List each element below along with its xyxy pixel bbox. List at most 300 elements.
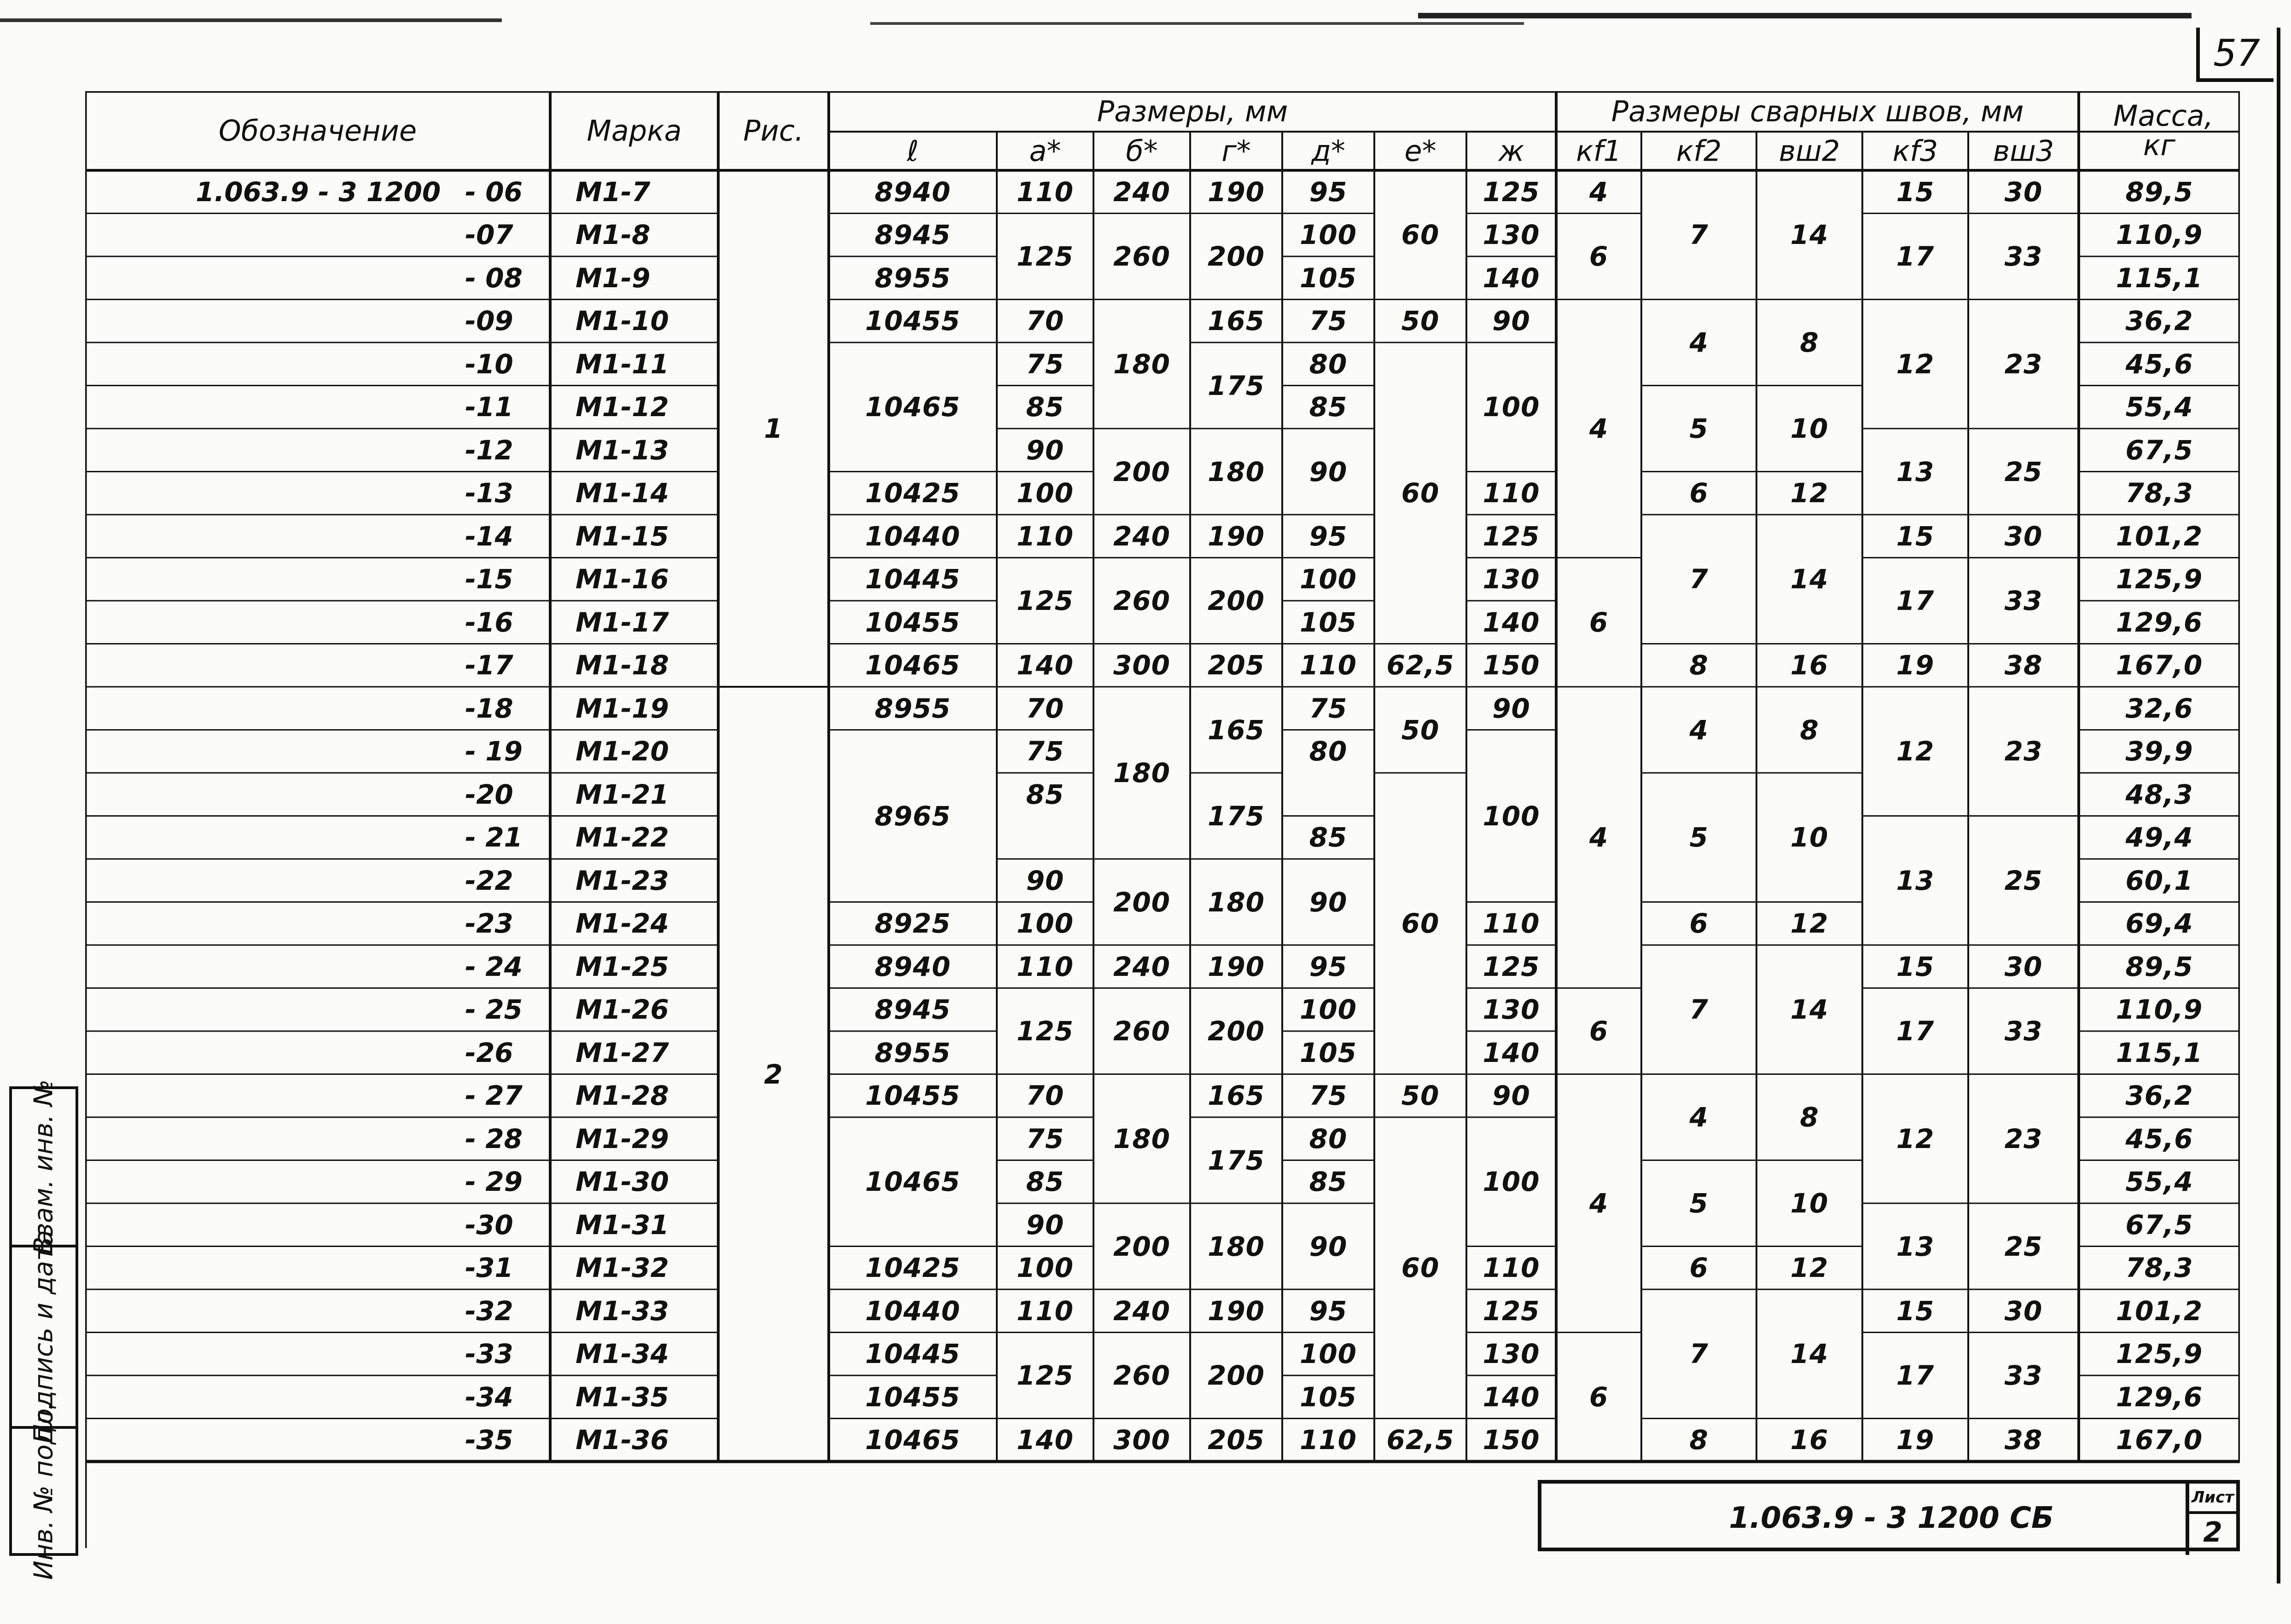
cell-d: 110 — [1299, 1424, 1357, 1456]
cell-zh: 150 — [1483, 650, 1540, 681]
cell-mass: 39,9 — [2125, 736, 2193, 767]
cell-bsh3: 38 — [2004, 1424, 2043, 1456]
row-suffix: -35 — [465, 1424, 513, 1456]
merged-cell-bsh2: 14 — [1790, 994, 1829, 1026]
merged-cell-e: 50 — [1401, 714, 1440, 746]
merged-cell-g: 180 — [1207, 886, 1265, 918]
cell-zh: 90 — [1492, 305, 1530, 337]
cell-mass: 78,3 — [2125, 1252, 2193, 1284]
merged-cell-kf3: 12 — [1896, 348, 1935, 380]
merged-cell-b: 180 — [1113, 757, 1171, 789]
cell-kf2: 8 — [1689, 650, 1709, 681]
cell-l: 8955 — [874, 1037, 951, 1068]
merged-cell-bsh2: 14 — [1790, 219, 1829, 251]
row-suffix: - 28 — [465, 1123, 523, 1154]
merged-cell-kf3: 13 — [1896, 864, 1935, 896]
cell-a: 100 — [1016, 477, 1074, 509]
cell-zh: 140 — [1483, 606, 1540, 638]
row-suffix: - 25 — [465, 994, 523, 1026]
merged-cell-kf3: 17 — [1896, 585, 1935, 616]
row-mark: М1-7 — [576, 176, 651, 208]
row-mark: М1-10 — [576, 305, 669, 337]
cell-a: 90 — [1026, 864, 1064, 896]
row-suffix: -20 — [465, 778, 513, 810]
cell-zh: 125 — [1483, 176, 1540, 208]
cell-mass: 55,4 — [2125, 1166, 2193, 1198]
cell-d: 85 — [1309, 1166, 1348, 1198]
cell-bsh2: 12 — [1790, 1252, 1829, 1284]
cell-d: 75 — [1309, 305, 1348, 337]
cell-g: 165 — [1207, 305, 1265, 337]
header-dimensions: Размеры, мм — [1097, 94, 1288, 128]
cell-d: 80 — [1309, 348, 1348, 380]
merged-cell-d: 90 — [1309, 886, 1348, 918]
row-mark: М1-20 — [576, 736, 669, 767]
cell-l: 8945 — [874, 219, 951, 251]
cell-bsh3: 30 — [2004, 1295, 2043, 1327]
cell-zh: 110 — [1483, 908, 1540, 940]
cell-l: 10455 — [865, 305, 960, 337]
side-cell-sign-date — [9, 1230, 78, 1444]
merged-cell-a: 125 — [1016, 1015, 1074, 1047]
row-suffix: -17 — [465, 650, 513, 681]
cell-mass: 49,4 — [2125, 822, 2193, 853]
cell-l: 8945 — [874, 994, 951, 1026]
row-suffix: - 27 — [465, 1080, 523, 1112]
cell-a: 85 — [1026, 1166, 1064, 1198]
row-suffix: - 06 — [465, 176, 523, 208]
cell-kf2: 6 — [1689, 1252, 1709, 1284]
merged-cell-e: 60 — [1401, 1252, 1440, 1284]
cell-a: 140 — [1016, 650, 1074, 681]
cell-bsh3: 30 — [2004, 520, 2043, 552]
cell-zh: 110 — [1483, 477, 1540, 509]
cell-mass: 89,5 — [2125, 176, 2193, 208]
cell-d: 105 — [1299, 1037, 1357, 1068]
merged-cell-bsh3: 33 — [2004, 1360, 2043, 1391]
row-mark: М1-27 — [576, 1037, 669, 1068]
merged-cell-kf2: 4 — [1689, 327, 1709, 358]
header-kf2: кf2 — [1676, 134, 1722, 168]
merged-cell-d: 90 — [1309, 1230, 1348, 1262]
merged-cell-g: 175 — [1207, 800, 1265, 832]
merged-cell-kf3: 12 — [1896, 1123, 1935, 1154]
row-mark: М1-9 — [576, 262, 651, 294]
cell-g: 190 — [1207, 951, 1265, 982]
header-d: д* — [1311, 134, 1345, 168]
cell-b: 240 — [1113, 1295, 1171, 1327]
cell-e: 50 — [1401, 305, 1440, 337]
cell-b: 240 — [1113, 176, 1171, 208]
row-mark: М1-17 — [576, 606, 669, 638]
cell-zh: 130 — [1483, 994, 1540, 1026]
merged-cell-bsh3: 23 — [2004, 736, 2043, 767]
cell-kf3: 19 — [1896, 1424, 1935, 1456]
cell-zh: 140 — [1483, 1381, 1540, 1413]
merged-cell-kf1: 6 — [1589, 241, 1609, 272]
cell-l: 10445 — [865, 563, 960, 595]
cell-a: 100 — [1016, 1252, 1074, 1284]
merged-cell-kf2: 7 — [1689, 563, 1709, 595]
header-g: г* — [1221, 134, 1251, 168]
side-cell-inv-orig — [9, 1402, 78, 1580]
row-mark: М1-11 — [576, 348, 669, 380]
merged-cell-bsh2: 10 — [1790, 1188, 1829, 1219]
cell-kf2: 6 — [1689, 477, 1709, 509]
merged-cell-kf1: 6 — [1589, 1381, 1609, 1413]
cell-kf3: 15 — [1896, 520, 1935, 552]
merged-cell-l: 10465 — [865, 1166, 960, 1198]
row-suffix: - 29 — [465, 1166, 523, 1198]
cell-e: 50 — [1401, 1080, 1440, 1112]
cell-kf2: 6 — [1689, 908, 1709, 940]
side-stamp — [9, 1079, 85, 1580]
cell-mass: 67,5 — [2125, 434, 2193, 466]
cell-d: 105 — [1299, 262, 1357, 294]
cell-a: 70 — [1026, 692, 1064, 724]
header-kf1: кf1 — [1576, 134, 1622, 168]
merged-cell-bsh2: 14 — [1790, 1338, 1829, 1370]
cell-l: 10455 — [865, 1080, 960, 1112]
row-suffix: - 24 — [465, 951, 523, 982]
cell-d: 80 — [1309, 1123, 1348, 1154]
row-mark: М1-25 — [576, 951, 669, 982]
merged-cell-b: 260 — [1113, 241, 1171, 272]
cell-l: 10465 — [865, 650, 960, 681]
cell-mass: 167,0 — [2116, 1424, 2203, 1456]
cell-l: 8940 — [874, 176, 951, 208]
sheet-box — [2186, 1484, 2236, 1555]
merged-cell-g: 175 — [1207, 370, 1265, 401]
cell-d: 80 — [1309, 736, 1348, 767]
row-suffix: -14 — [465, 520, 513, 552]
cell-kf2: 8 — [1689, 1424, 1709, 1456]
merged-cell-bsh3: 25 — [2004, 1230, 2043, 1262]
merged-cell-kf3: 13 — [1896, 456, 1935, 487]
row-suffix: -09 — [465, 305, 513, 337]
merged-cell-kf3: 13 — [1896, 1230, 1935, 1262]
figure-1: 1 — [764, 413, 783, 444]
cell-d: 95 — [1309, 520, 1348, 552]
row-suffix: -18 — [465, 692, 513, 724]
side-label-replace-inv: Взам. инв. № — [29, 1079, 59, 1255]
row-mark: М1-35 — [576, 1381, 669, 1413]
cell-kf3: 15 — [1896, 951, 1935, 982]
cell-zh: 125 — [1483, 951, 1540, 982]
merged-cell-kf2: 7 — [1689, 994, 1709, 1026]
header-zh: ж — [1498, 134, 1524, 168]
header-mark: Марка — [587, 114, 682, 148]
row-mark: М1-33 — [576, 1295, 669, 1327]
cell-l: 10455 — [865, 606, 960, 638]
cell-bsh2: 12 — [1790, 477, 1829, 509]
cell-l: 10440 — [865, 1295, 960, 1327]
cell-kf1: 4 — [1589, 176, 1609, 208]
merged-cell-kf3: 12 — [1896, 736, 1935, 767]
cell-bsh3: 30 — [2004, 176, 2043, 208]
cell-zh: 150 — [1483, 1424, 1540, 1456]
row-suffix: -10 — [465, 348, 513, 380]
cell-mass: 36,2 — [2125, 1080, 2193, 1112]
cell-a: 75 — [1026, 1123, 1064, 1154]
merged-cell-b: 200 — [1113, 1230, 1171, 1262]
merged-cell-kf2: 7 — [1689, 219, 1709, 251]
merged-cell-kf2: 5 — [1689, 1188, 1709, 1219]
header-a: а* — [1029, 134, 1061, 168]
title-stamp — [1538, 1480, 2240, 1551]
row-mark: М1-31 — [576, 1209, 669, 1241]
merged-cell-bsh3: 23 — [2004, 1123, 2043, 1154]
side-label-sign-date: Подпись и дата — [29, 1230, 59, 1444]
cell-zh: 130 — [1483, 219, 1540, 251]
cell-a: 90 — [1026, 434, 1064, 466]
header-weld-sizes: Размеры сварных швов, мм — [1611, 94, 2024, 128]
row-mark: М1-34 — [576, 1338, 669, 1370]
merged-cell-e: 60 — [1401, 477, 1440, 509]
merged-cell-b: 260 — [1113, 1015, 1171, 1047]
merged-cell-zh: 100 — [1483, 800, 1540, 832]
row-suffix: - 19 — [465, 736, 523, 767]
merged-cell-bsh2: 8 — [1800, 1102, 1819, 1133]
cell-mass: 45,6 — [2125, 348, 2193, 380]
cell-bsh2: 12 — [1790, 908, 1829, 940]
designation-code: 1.063.9 - 3 1200 — [196, 176, 441, 208]
row-suffix: -33 — [465, 1338, 513, 1370]
header-designation: Обозначение — [218, 114, 417, 148]
cell-d: 75 — [1309, 692, 1348, 724]
cell-d: 95 — [1309, 176, 1348, 208]
cell-mass: 32,6 — [2125, 692, 2193, 724]
row-mark: М1-21 — [576, 778, 669, 810]
cell-mass: 89,5 — [2125, 951, 2193, 982]
row-suffix: -31 — [465, 1252, 513, 1284]
header-b: б* — [1126, 134, 1158, 168]
top-edge-line — [0, 18, 502, 22]
right-border-line — [2277, 28, 2280, 1583]
cell-d: 100 — [1299, 994, 1357, 1026]
merged-cell-bsh2: 8 — [1800, 327, 1819, 358]
cell-a: 110 — [1016, 176, 1074, 208]
row-suffix: -22 — [465, 864, 513, 896]
cell-mass: 129,6 — [2116, 606, 2203, 638]
merged-cell-g: 175 — [1207, 1144, 1265, 1176]
merged-cell-kf2: 5 — [1689, 413, 1709, 444]
cell-b: 240 — [1113, 520, 1171, 552]
row-mark: М1-13 — [576, 434, 669, 466]
cell-bsh3: 38 — [2004, 650, 2043, 681]
cell-d: 105 — [1299, 1381, 1357, 1413]
merged-cell-bsh3: 33 — [2004, 241, 2043, 272]
cell-a: 110 — [1016, 520, 1074, 552]
row-suffix: -11 — [465, 391, 513, 423]
cell-d: 105 — [1299, 606, 1357, 638]
cell-zh: 110 — [1483, 1252, 1540, 1284]
cell-mass: 60,1 — [2125, 864, 2193, 896]
cell-mass: 101,2 — [2116, 520, 2203, 552]
cell-a: 110 — [1016, 951, 1074, 982]
cell-bsh2: 16 — [1790, 1424, 1829, 1456]
cell-l: 8925 — [874, 908, 951, 940]
merged-cell-a: 125 — [1016, 241, 1074, 272]
row-mark: М1-14 — [576, 477, 669, 509]
cell-l: 10440 — [865, 520, 960, 552]
cell-l: 8940 — [874, 951, 951, 982]
cell-mass: 167,0 — [2116, 650, 2203, 681]
cell-d: 95 — [1309, 951, 1348, 982]
merged-cell-zh: 100 — [1483, 391, 1540, 423]
merged-cell-bsh3: 25 — [2004, 456, 2043, 487]
cell-kf3: 15 — [1896, 1295, 1935, 1327]
merged-cell-kf1: 4 — [1589, 822, 1609, 853]
cell-e: 62,5 — [1386, 1424, 1454, 1456]
cell-a: 75 — [1026, 348, 1064, 380]
merged-cell-b: 200 — [1113, 886, 1171, 918]
side-label-inv-orig: Инв. № подл. — [29, 1402, 59, 1580]
merged-cell-bsh3: 33 — [2004, 585, 2043, 616]
stamp-code: 1.063.9 - 3 1200 СБ — [1729, 1501, 2054, 1535]
row-suffix: -34 — [465, 1381, 513, 1413]
merged-cell-g: 200 — [1207, 241, 1265, 272]
merged-cell-b: 200 — [1113, 456, 1171, 487]
row-suffix: -16 — [465, 606, 513, 638]
row-mark: М1-23 — [576, 864, 669, 896]
cell-l: 10425 — [865, 477, 960, 509]
cell-g: 205 — [1207, 1424, 1265, 1456]
cell-a: 140 — [1016, 1424, 1074, 1456]
cell-l: 10425 — [865, 1252, 960, 1284]
row-mark: М1-24 — [576, 908, 669, 940]
cell-d: 95 — [1309, 1295, 1348, 1327]
header-l: ℓ — [907, 134, 919, 168]
merged-cell-b: 180 — [1113, 1123, 1171, 1154]
row-mark: М1-12 — [576, 391, 669, 423]
cell-zh: 130 — [1483, 1338, 1540, 1370]
merged-cell-g: 200 — [1207, 585, 1265, 616]
cell-a: 70 — [1026, 305, 1064, 337]
cell-zh: 90 — [1492, 692, 1530, 724]
sheet-label: Лист — [2189, 1484, 2236, 1514]
row-mark: М1-36 — [576, 1424, 669, 1456]
merged-cell-bsh3: 23 — [2004, 348, 2043, 380]
cell-a: 70 — [1026, 1080, 1064, 1112]
cell-d: 100 — [1299, 1338, 1357, 1370]
header-mass: Масса, кг — [2113, 99, 2214, 162]
merged-cell-a: 125 — [1016, 585, 1074, 616]
row-mark: М1-8 — [576, 219, 651, 251]
cell-b: 300 — [1113, 650, 1171, 681]
row-mark: М1-32 — [576, 1252, 669, 1284]
cell-bsh2: 16 — [1790, 650, 1829, 681]
row-mark: М1-28 — [576, 1080, 669, 1112]
cell-zh: 140 — [1483, 262, 1540, 294]
merged-cell-g: 180 — [1207, 1230, 1265, 1262]
row-mark: М1-19 — [576, 692, 669, 724]
merged-cell-kf2: 7 — [1689, 1338, 1709, 1370]
merged-cell-kf1: 4 — [1589, 413, 1609, 444]
merged-cell-bsh2: 10 — [1790, 413, 1829, 444]
merged-cell-bsh2: 14 — [1790, 563, 1829, 595]
merged-cell-kf1: 4 — [1589, 1188, 1609, 1219]
merged-cell-l: 8965 — [874, 800, 951, 832]
merged-cell-bsh2: 10 — [1790, 822, 1829, 853]
row-suffix: -12 — [465, 434, 513, 466]
merged-cell-g: 200 — [1207, 1360, 1265, 1391]
merged-cell-kf3: 17 — [1896, 1360, 1935, 1391]
merged-cell-kf3: 17 — [1896, 241, 1935, 272]
cell-mass: 69,4 — [2125, 908, 2193, 940]
merged-cell-g: 180 — [1207, 456, 1265, 487]
cell-mass: 36,2 — [2125, 305, 2193, 337]
cell-a: 85 — [1026, 391, 1064, 423]
cell-mass: 78,3 — [2125, 477, 2193, 509]
cell-mass: 115,1 — [2116, 1037, 2203, 1068]
cell-a: 90 — [1026, 1209, 1064, 1241]
cell-d: 110 — [1299, 650, 1357, 681]
row-suffix: -32 — [465, 1295, 513, 1327]
merged-cell-kf3: 17 — [1896, 1015, 1935, 1047]
merged-cell-l: 10465 — [865, 391, 960, 423]
row-mark: М1-26 — [576, 994, 669, 1026]
cell-mass: 115,1 — [2116, 262, 2203, 294]
cell-mass: 48,3 — [2125, 778, 2193, 810]
merged-cell-b: 260 — [1113, 585, 1171, 616]
header-bsh2: вш2 — [1779, 134, 1840, 168]
cell-e: 62,5 — [1386, 650, 1454, 681]
cell-l: 8955 — [874, 692, 951, 724]
cell-b: 300 — [1113, 1424, 1171, 1456]
cell-l: 8955 — [874, 262, 951, 294]
merged-cell-kf2: 5 — [1689, 822, 1709, 853]
cell-a: 100 — [1016, 908, 1074, 940]
row-suffix: -13 — [465, 477, 513, 509]
row-mark: М1-18 — [576, 650, 669, 681]
cell-g: 190 — [1207, 520, 1265, 552]
merged-cell-a: 125 — [1016, 1360, 1074, 1391]
row-mark: М1-30 — [576, 1166, 669, 1198]
row-suffix: -23 — [465, 908, 513, 940]
cell-a: 110 — [1016, 1295, 1074, 1327]
cell-l: 10465 — [865, 1424, 960, 1456]
cell-zh: 90 — [1492, 1080, 1530, 1112]
cell-b: 240 — [1113, 951, 1171, 982]
cell-d: 85 — [1309, 391, 1348, 423]
top-edge-line — [1418, 13, 2192, 18]
cell-a: 75 — [1026, 736, 1064, 767]
merged-cell-bsh2: 8 — [1800, 714, 1819, 746]
cell-l: 10455 — [865, 1381, 960, 1413]
merged-cell-kf2: 4 — [1689, 1102, 1709, 1133]
cell-kf3: 19 — [1896, 650, 1935, 681]
cell-zh: 125 — [1483, 1295, 1540, 1327]
merged-cell-kf2: 4 — [1689, 714, 1709, 746]
page-number: 57 — [2196, 28, 2274, 82]
header-kf3: кf3 — [1892, 134, 1938, 168]
table-grid — [85, 91, 2240, 1548]
cell-a: 85 — [1026, 778, 1064, 810]
row-suffix: -07 — [465, 219, 513, 251]
cell-mass: 129,6 — [2116, 1381, 2203, 1413]
cell-d: 85 — [1309, 822, 1348, 853]
cell-g: 205 — [1207, 650, 1265, 681]
cell-g: 190 — [1207, 1295, 1265, 1327]
sheet-number: 2 — [2203, 1516, 2222, 1549]
header-bsh3: вш3 — [1993, 134, 2054, 168]
spec-table — [85, 91, 2240, 1548]
row-suffix: -15 — [465, 563, 513, 595]
row-suffix: - 08 — [465, 262, 523, 294]
merged-cell-e: 60 — [1401, 908, 1440, 940]
cell-g: 190 — [1207, 176, 1265, 208]
